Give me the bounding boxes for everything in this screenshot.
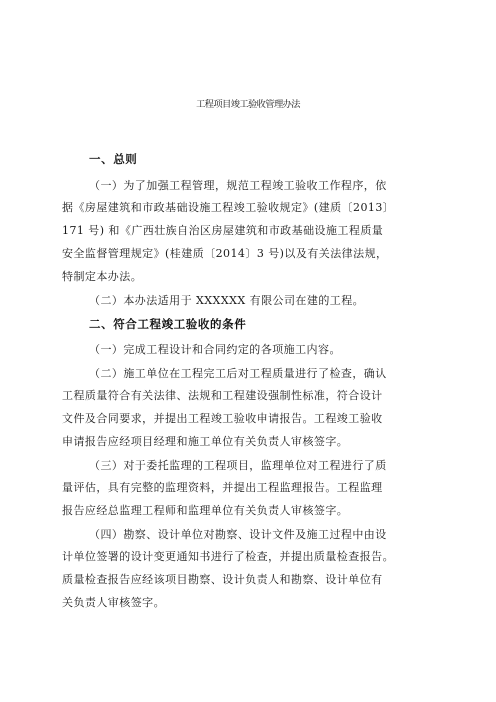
paragraph-line: 量评估，具有完整的监理资料，并提出工程监理报告。工程监理	[62, 481, 383, 494]
section-heading-general: 一、总则	[89, 152, 138, 166]
section-heading-conditions: 二、符合工程竣工验收的条件	[89, 317, 247, 331]
paragraph-line: 计单位签署的设计变更通知书进行了检查，并提出质量检查报告。	[62, 550, 395, 563]
document-title: 工程项目竣工验收管理办法	[196, 99, 300, 110]
paragraph-line: 据《房屋建筑和市政基础设施工程竣工验收规定》(建质〔2013〕	[62, 201, 395, 214]
paragraph-line: 报告应经总监理工程师和监理单位有关负责人审核签字。	[62, 504, 349, 517]
paragraph-line: 工程质量符合有关法律、法规和工程建设强制性标准，符合设计	[62, 389, 383, 402]
paragraph-line: （二）本办法适用于 XXXXXX 有限公司在建的工程。	[89, 294, 365, 307]
paragraph-line: 质量检查报告应经该项目勘察、设计负责人和勘察、设计单位有	[62, 573, 383, 586]
paragraph-line: 文件及合同要求，并提出工程竣工验收申请报告。工程竣工验收	[62, 412, 383, 425]
paragraph-line: 安全监督管理规定》(桂建质〔2014〕3 号)以及有关法律法规，	[62, 247, 388, 260]
paragraph-line: （一）完成工程设计和合同约定的各项施工内容。	[89, 343, 341, 356]
paragraph-line: （一）为了加强工程管理，规范工程竣工验收工作程序，依	[89, 179, 387, 192]
paragraph-line: 特制定本办法。	[62, 270, 143, 283]
paragraph-line: （二）施工单位在工程完工后对工程质量进行了检查，确认	[89, 367, 387, 380]
paragraph-line: 申请报告应经项目经理和施工单位有关负责人审核签字。	[62, 435, 349, 448]
paragraph-line: （三）对于委托监理的工程项目，监理单位对工程进行了质	[89, 459, 387, 472]
paragraph-line: 关负责人审核签字。	[62, 596, 166, 609]
paragraph-line: 171 号) 和《广西壮族自治区房屋建筑和市政基础设施工程质量	[62, 224, 384, 237]
paragraph-line: （四）勘察、设计单位对勘察、设计文件及施工过程中由设	[89, 528, 387, 541]
